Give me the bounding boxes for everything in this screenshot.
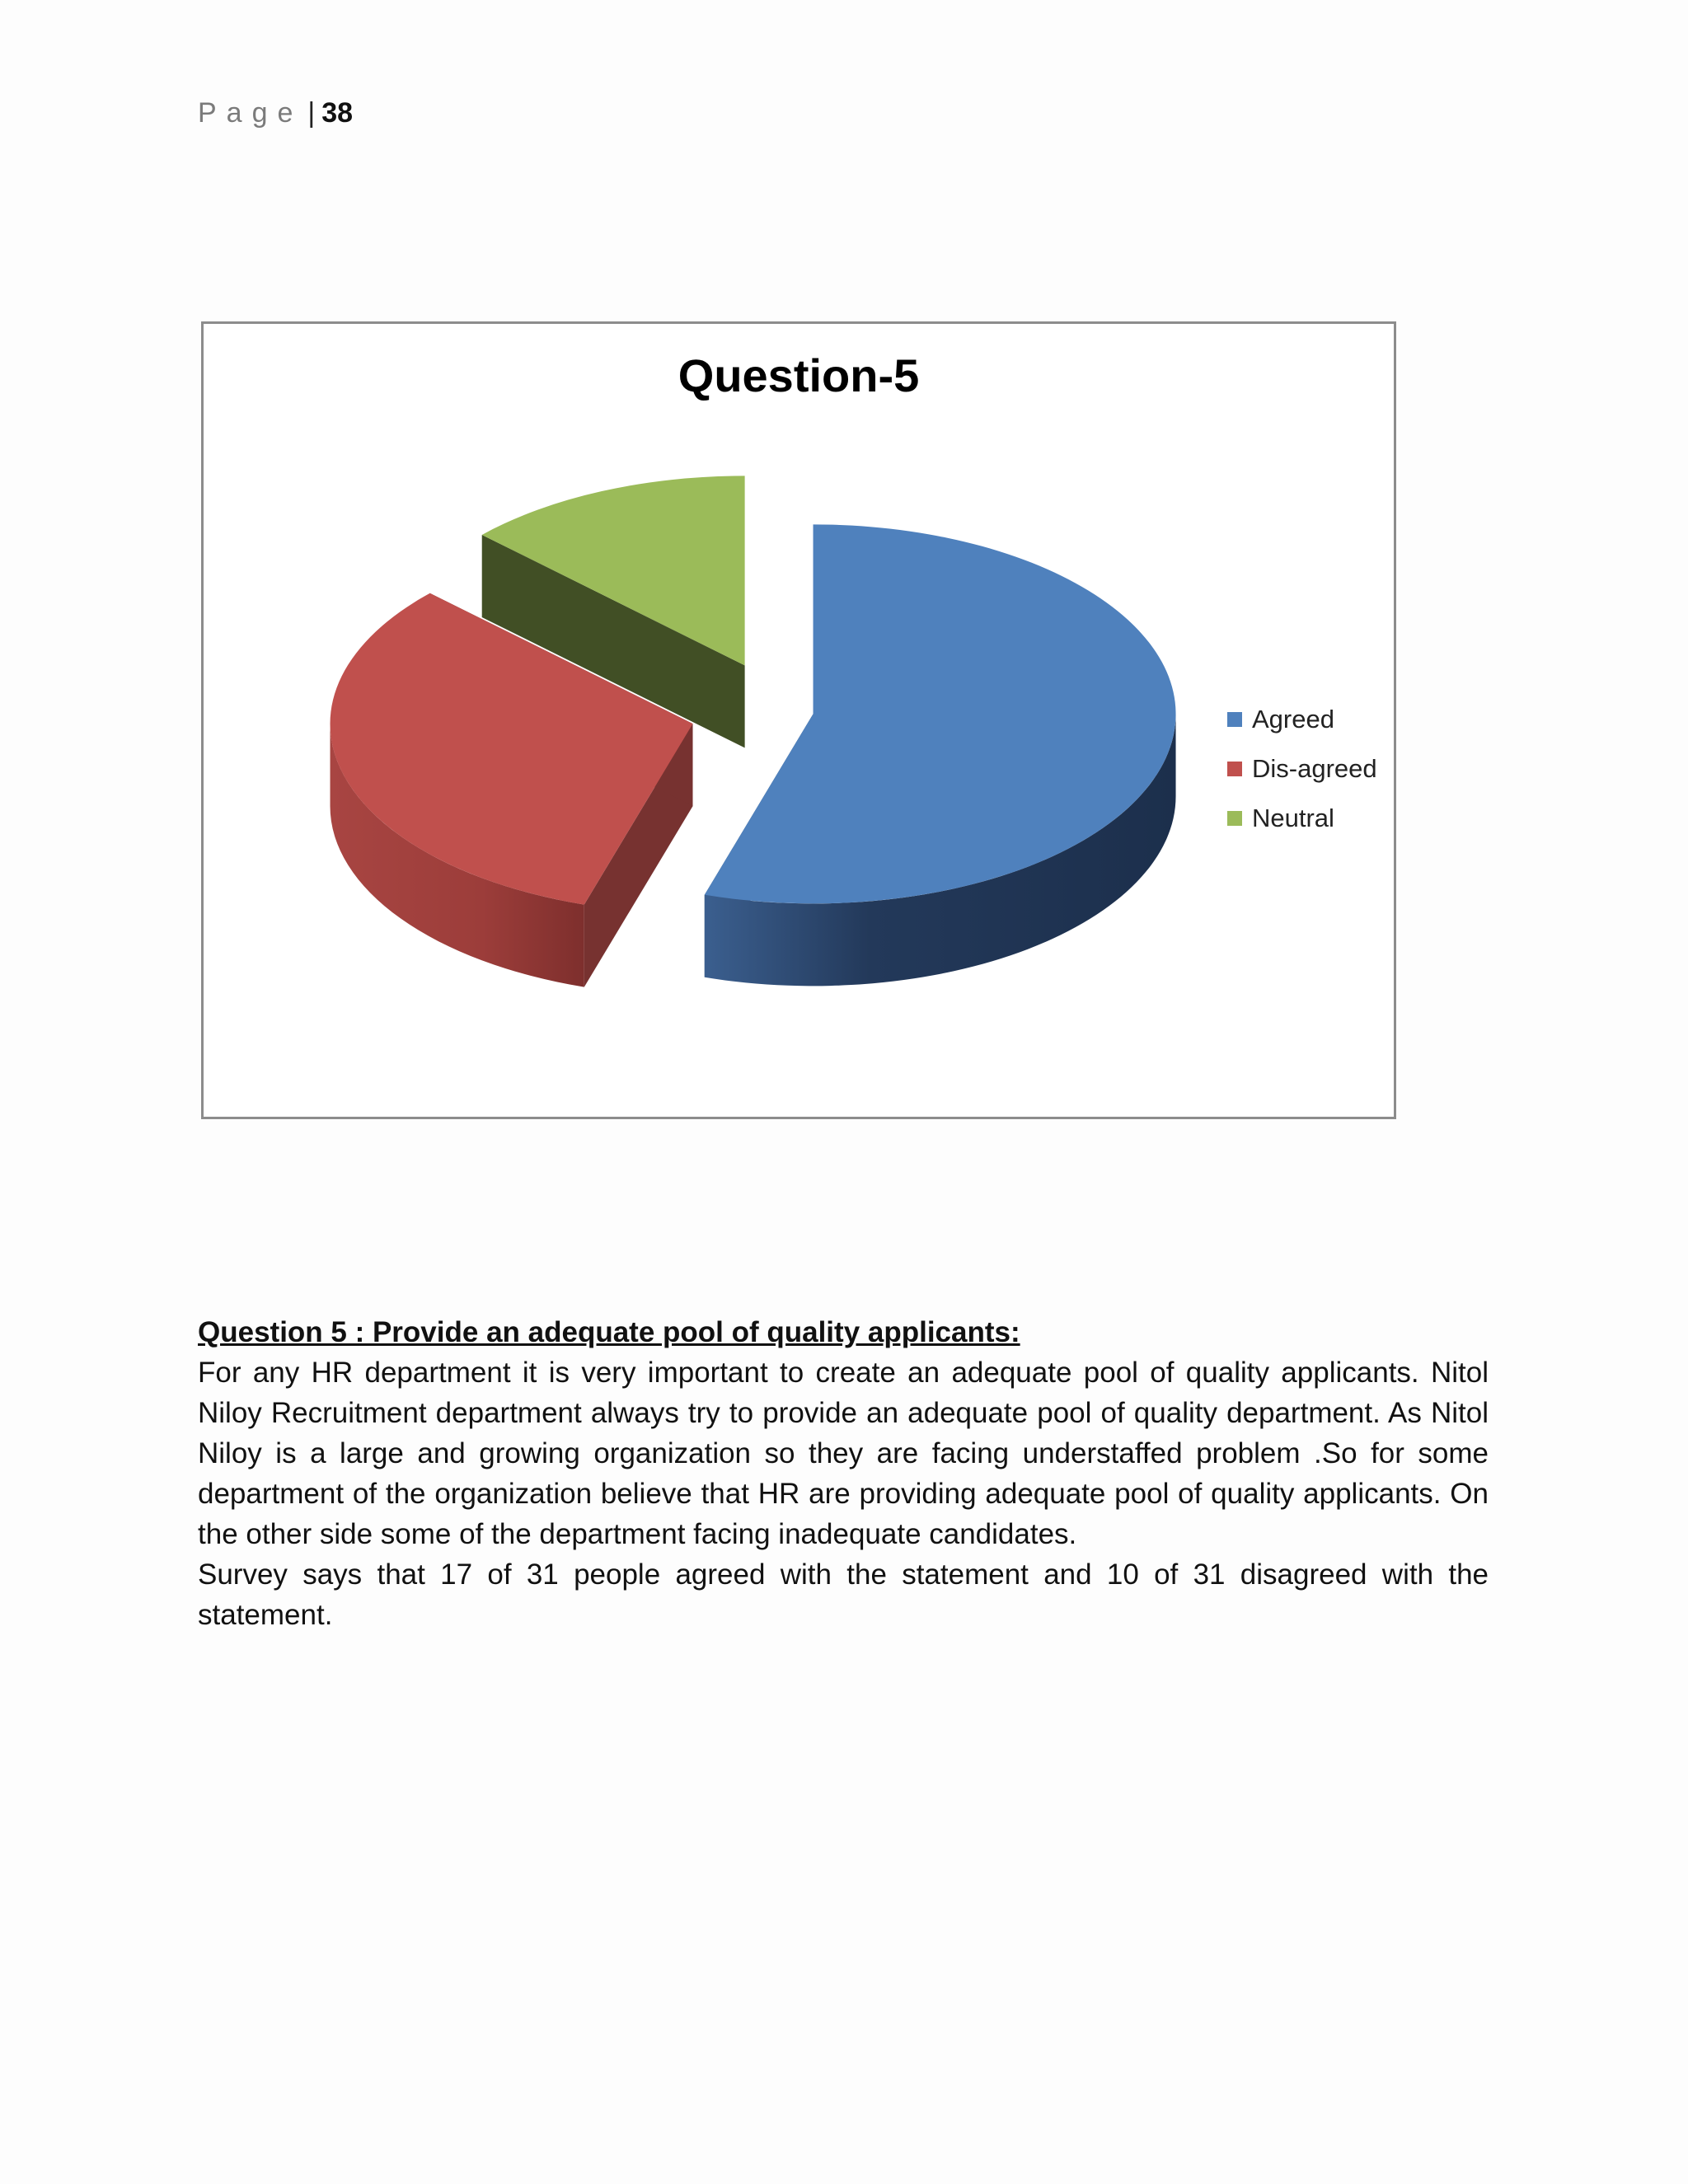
chart-container <box>201 321 1396 1119</box>
section-paragraph-1: For any HR department it is very important to create an adequate pool of quality applicants. Nitol Niloy Recruitment department always try to provide an adequate pool of quality department. As Nitol Niloy is a large and growing organization so they are facing understaffed problem .So for some department of the organization believe that HR are providing adequate pool of quality applicants. On the other side some of the department facing inadequate candidates. <box>198 1357 1489 1550</box>
section-paragraph-2: Survey says that 17 of 31 people agreed with the statement and 10 of 31 disagreed with the statement. <box>198 1558 1489 1631</box>
legend-swatch-neutral <box>1227 811 1242 826</box>
legend-swatch-dis-agreed <box>1227 762 1242 776</box>
page-separator: | <box>307 97 316 129</box>
legend-item-neutral <box>1227 794 1377 843</box>
legend-item-dis-agreed <box>1227 744 1377 794</box>
legend-swatch-agreed <box>1227 712 1242 727</box>
legend-item-agreed <box>1227 695 1377 744</box>
legend-label-agreed: Agreed <box>1252 705 1334 733</box>
legend-label-neutral: Neutral <box>1252 804 1334 832</box>
pie-slice-agreed <box>705 524 1176 986</box>
section-heading: Question 5 : Provide an adequate pool of quality applicants: <box>198 1316 1020 1348</box>
chart-title: Question-5 <box>678 349 920 401</box>
legend-label-dis-agreed: Dis-agreed <box>1252 754 1377 783</box>
page-label: Page <box>198 97 303 129</box>
page-number: 38 <box>321 97 354 129</box>
section-content <box>198 1312 1489 1635</box>
pie-chart <box>204 324 1394 1117</box>
chart-legend <box>1227 695 1377 843</box>
page-header <box>198 97 353 129</box>
